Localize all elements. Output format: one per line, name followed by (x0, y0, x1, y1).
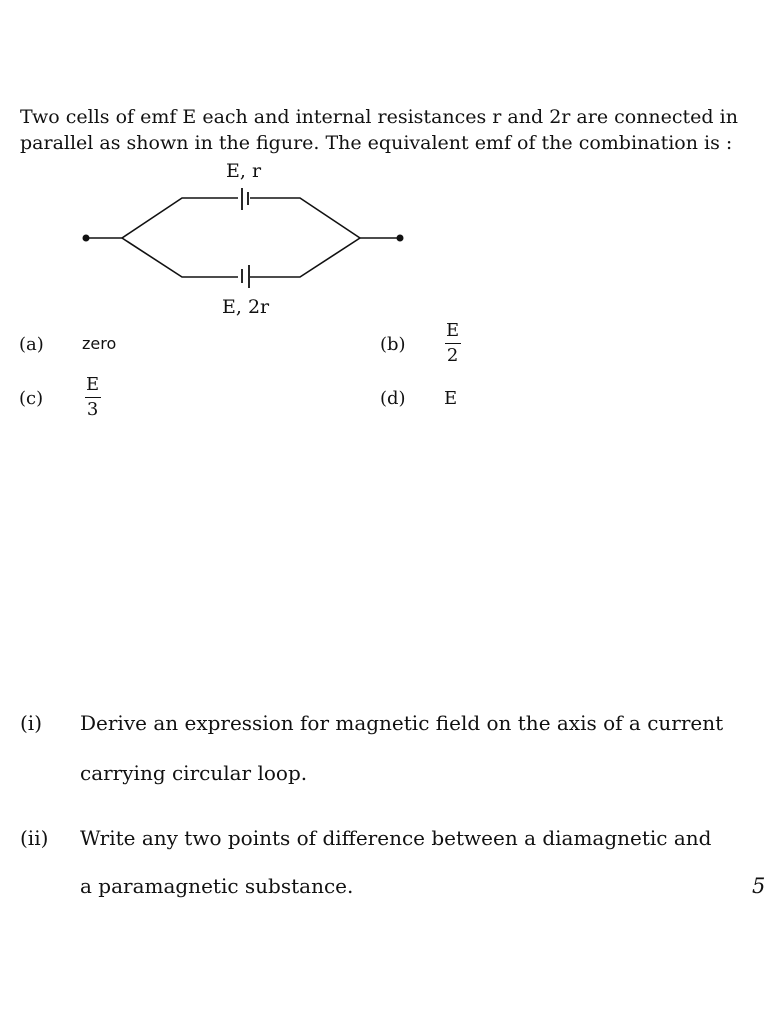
option-d-text: E (444, 388, 458, 409)
option-b-label: (b) (380, 334, 406, 355)
option-b-fraction (444, 321, 461, 366)
option-c-fraction (84, 375, 101, 420)
marks-value: 5 (752, 874, 766, 898)
bottom-branch-left-wire (122, 238, 238, 277)
top-branch-left-wire (122, 198, 238, 238)
top-branch-right-wire (250, 198, 360, 238)
part-i-line: Derive an expression for magnetic field on the axis of a current (80, 711, 724, 735)
part-ii-label: (ii) (20, 826, 49, 850)
part-ii-line: a paramagnetic substance. (80, 874, 354, 898)
bottom-branch-right-wire (250, 238, 360, 277)
option-b-denominator: 2 (446, 345, 459, 366)
option-b-numerator: E (446, 320, 460, 341)
left-terminal-dot (83, 235, 90, 242)
right-terminal-dot (397, 235, 404, 242)
option-c-denominator: 3 (86, 399, 99, 420)
question-line: parallel as shown in the figure. The equivalent emf of the combination is : (20, 132, 733, 154)
option-c-numerator: E (86, 374, 100, 395)
top-cell-label: E, r (226, 160, 262, 182)
option-d-label: (d) (380, 388, 406, 409)
question-line: Two cells of emf E each and internal resistances r and 2r are connected in (20, 106, 738, 128)
bottom-cell-label: E, 2r (222, 296, 270, 318)
option-c-label: (c) (19, 388, 44, 409)
option-a-text: zero (82, 334, 117, 353)
part-i-line: carrying circular loop. (80, 761, 308, 785)
option-a-label: (a) (19, 334, 44, 355)
part-i-label: (i) (20, 711, 43, 735)
part-ii-line: Write any two points of difference between a diamagnetic and (80, 826, 712, 850)
